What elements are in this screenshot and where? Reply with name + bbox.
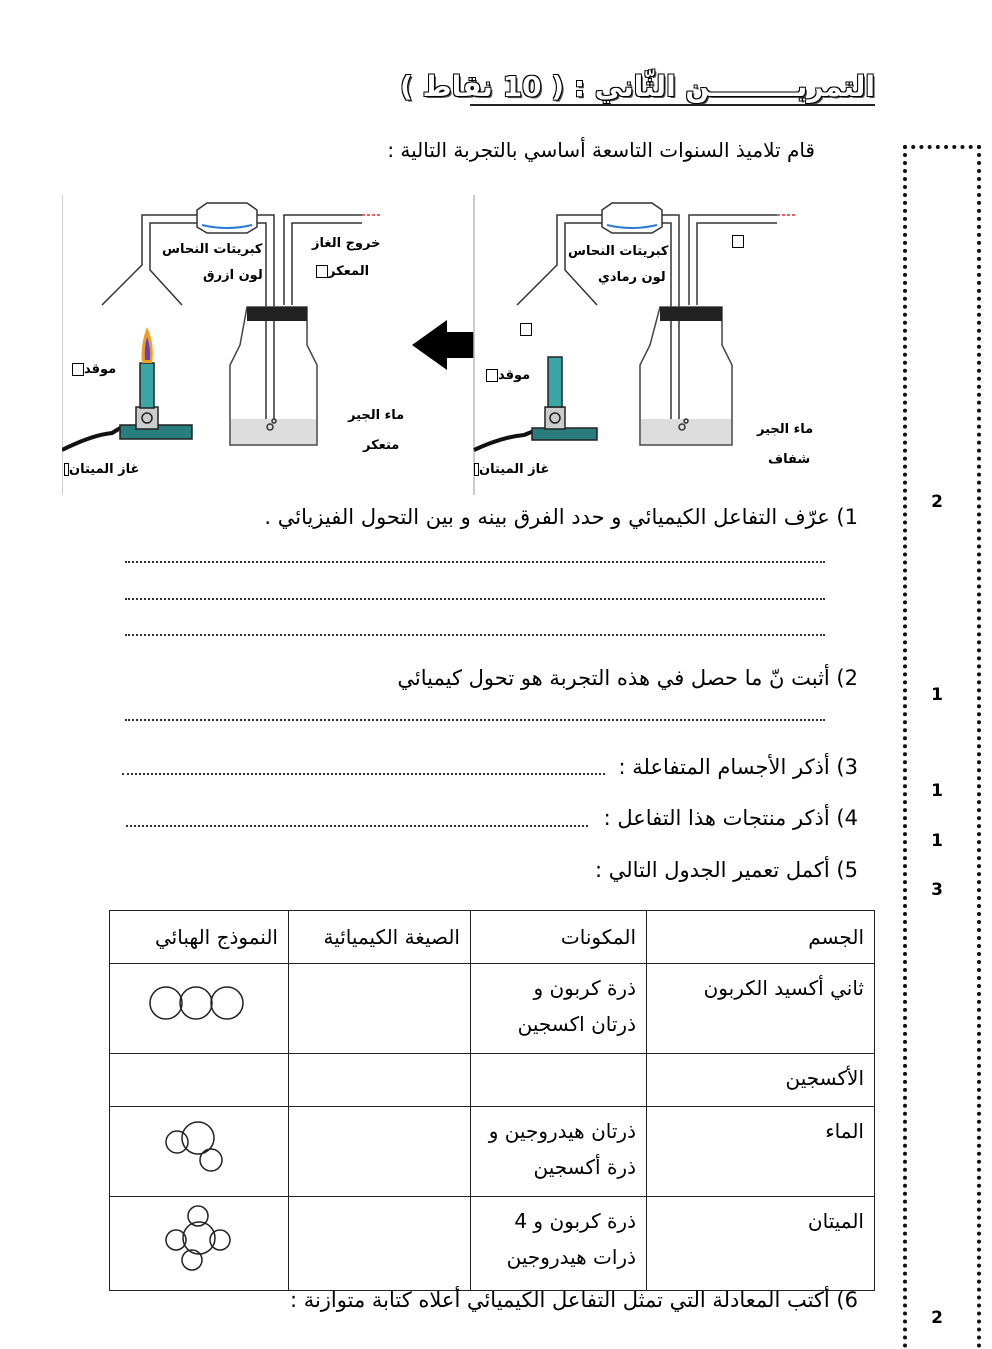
cell-components [471,1107,647,1197]
water-model-icon [159,1118,239,1174]
cell-body: الميتان [647,1197,875,1291]
left-color-label: لون ازرق [203,268,263,283]
right-apparatus [474,195,797,495]
experiment-diagram [62,195,822,495]
left-state-label: متعكر [363,438,400,453]
points-q6: 2 [931,1308,943,1328]
table-row [110,1107,875,1197]
table-row [110,1197,875,1291]
right-limewater-label: ماء الجير [757,422,814,437]
answer-line-1b[interactable] [125,597,825,600]
points-q5: 3 [931,880,943,900]
points-q3: 1 [931,781,943,801]
left-copper-sulfate-label: كبريتات النحاس [162,242,263,257]
co2-model-icon [149,983,249,1023]
cell-model [110,1107,289,1197]
points-q1: 2 [931,492,943,512]
table-header-row [110,911,875,964]
answer-line-4[interactable] [126,824,588,827]
question-1: 1) عرّف التفاعل الكيميائي و حدد الفرق بينه و بين التحول الفيزيائي . [264,505,858,529]
question-6: 6) أكتب المعادلة التي تمثل التفاعل الكيميائي أعلاه كتابة متوازنة : [289,1288,858,1312]
right-copper-sulfate-label: كبريتات النحاس [568,244,669,259]
cell-body: ثاني أكسيد الكربون [647,964,875,1054]
components-line-1: ذرتان هيدروجين و [488,1119,636,1143]
right-state-label: شفاف [768,452,811,467]
left-condensed-label: المعكر [316,264,369,279]
right-checkbox-top[interactable] [732,235,744,248]
cell-components[interactable] [471,1054,647,1107]
cell-body: الماء [647,1107,875,1197]
right-burner-label: موقد [486,368,530,383]
title-underline [470,104,875,106]
cell-formula[interactable] [289,1107,471,1197]
points-q4: 1 [931,831,943,851]
header-body: الجسم [647,911,875,964]
cell-model [110,964,289,1054]
header-model: النموذج الهبائي [110,911,289,964]
answer-line-1c[interactable] [125,633,825,636]
header-formula: الصيغة الكيميائية [289,911,471,964]
left-limewater-label: ماء الجير [348,408,405,423]
components-line-2: ذرات هيدروجين [506,1245,636,1269]
cell-formula[interactable] [289,1197,471,1291]
answer-line-2[interactable] [125,718,825,721]
table-row [110,1054,875,1107]
cell-formula[interactable] [289,964,471,1054]
components-line-2: ذرتان اكسجين [517,1012,636,1036]
left-checkbox-1[interactable] [316,265,328,278]
cell-model[interactable] [110,1054,289,1107]
components-line-2: ذرة أكسجين [533,1155,636,1179]
left-gas-out-label: خروج الغاز [312,236,381,251]
right-color-label: لون رمادي [598,270,666,285]
answer-line-1a[interactable] [125,560,825,563]
points-q2: 1 [931,685,943,705]
cell-model [110,1197,289,1291]
question-3: 3) أذكر الأجسام المتفاعلة : [618,755,858,779]
header-components: المكونات [471,911,647,964]
cell-formula[interactable] [289,1054,471,1107]
arrow-left-icon [412,320,474,370]
question-2: 2) أثبت نّ ما حصل في هذه التجربة هو تحول كيميائي [397,666,858,690]
cell-components [471,1197,647,1291]
molecules-table [109,910,875,1291]
methane-model-icon [154,1203,244,1273]
intro-text: قام تلاميذ السنوات التاسعة أساسي بالتجربة التالية : [387,138,815,162]
components-line-1: ذرة كربون و [533,976,636,1000]
points-margin [903,145,981,1349]
components-line-1: ذرة كربون و 4 [514,1209,636,1233]
left-checkbox-2[interactable] [72,363,84,376]
question-5: 5) أكمل تعمير الجدول التالي : [594,858,858,882]
cell-body: الأكسجين [647,1054,875,1107]
right-checkbox-mid[interactable] [520,323,532,336]
answer-line-3[interactable] [122,772,605,775]
right-checkbox-burner[interactable] [486,369,498,382]
exercise-title: التمريـــــــــن الثّاني : ( 10 نقاط ) [400,70,875,103]
right-methane-label: غاز الميتان [474,462,549,477]
left-burner-label: موقد [72,362,116,377]
question-4: 4) أذكر منتجات هذا التفاعل : [603,806,858,830]
table-row [110,964,875,1054]
cell-components [471,964,647,1054]
left-methane-label: غاز الميتان [64,462,139,477]
